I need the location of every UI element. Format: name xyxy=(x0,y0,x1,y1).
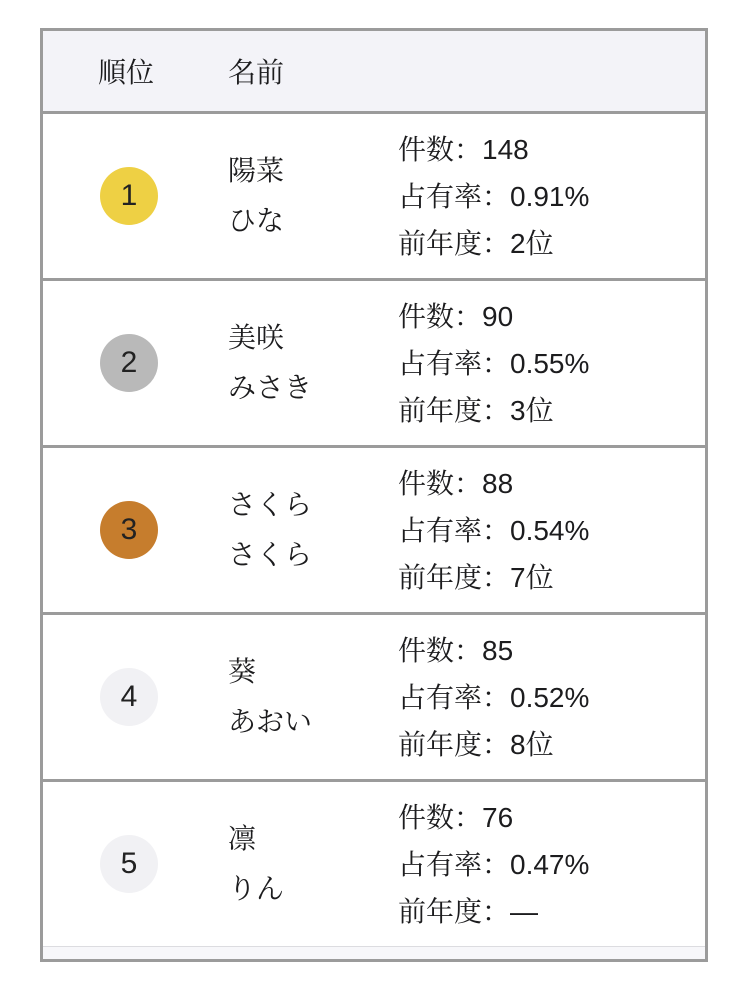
stat-count: 件数：148 xyxy=(398,133,529,165)
name-kanji: さくら xyxy=(228,489,313,520)
rank-badge-gold xyxy=(100,167,158,225)
rank-number: 1 xyxy=(120,179,138,212)
name-cell xyxy=(193,814,398,914)
stat-prev-year: 前年度：7位 xyxy=(398,561,554,593)
header-name: 名前 xyxy=(228,57,285,88)
stat-count: 件数：88 xyxy=(398,467,514,499)
rank-badge xyxy=(100,835,158,893)
name-kana: あおい xyxy=(228,706,313,737)
rank-number: 2 xyxy=(120,346,138,379)
rank-number: 5 xyxy=(120,847,138,880)
stat-share: 占有率：0.55% xyxy=(398,347,590,379)
name-cell xyxy=(193,480,398,580)
partial-next-section-edge xyxy=(43,946,705,959)
rank-cell xyxy=(43,501,193,559)
stat-share: 占有率：0.52% xyxy=(398,681,590,713)
table-row[interactable] xyxy=(43,445,705,612)
name-kanji: 凛 xyxy=(228,823,257,854)
rank-cell xyxy=(43,334,193,392)
stat-share: 占有率：0.91% xyxy=(398,180,590,212)
table-row[interactable] xyxy=(43,779,705,946)
name-kana: みさき xyxy=(228,372,313,403)
stats-cell xyxy=(398,794,705,935)
name-kana: さくら xyxy=(228,539,313,570)
rank-number: 4 xyxy=(120,680,138,713)
rank-badge-silver xyxy=(100,334,158,392)
stat-share: 占有率：0.47% xyxy=(398,848,590,880)
name-kana: ひな xyxy=(228,205,285,236)
rank-badge-bronze xyxy=(100,501,158,559)
stats-cell xyxy=(398,460,705,601)
name-cell xyxy=(193,146,398,246)
name-kana: りん xyxy=(228,873,285,904)
table-row[interactable] xyxy=(43,278,705,445)
header-rank: 順位 xyxy=(98,57,155,88)
rank-number: 3 xyxy=(120,513,138,546)
stat-count: 件数：76 xyxy=(398,801,514,833)
stat-share: 占有率：0.54% xyxy=(398,514,590,546)
stats-cell xyxy=(398,627,705,768)
stats-cell xyxy=(398,293,705,434)
table-header-row xyxy=(43,31,705,111)
rank-cell xyxy=(43,668,193,726)
stat-prev-year: 前年度：3位 xyxy=(398,394,554,426)
stats-cell xyxy=(398,126,705,267)
table-row[interactable] xyxy=(43,612,705,779)
table-row[interactable] xyxy=(43,111,705,278)
stat-count: 件数：85 xyxy=(398,634,514,666)
stat-prev-year: 前年度：2位 xyxy=(398,227,554,259)
rank-cell xyxy=(43,835,193,893)
name-kanji: 葵 xyxy=(228,656,257,687)
name-kanji: 陽菜 xyxy=(228,155,285,186)
name-ranking-table xyxy=(40,28,708,962)
stat-count: 件数：90 xyxy=(398,300,514,332)
name-cell xyxy=(193,647,398,747)
stat-prev-year: 前年度：― xyxy=(398,895,539,927)
rank-cell xyxy=(43,167,193,225)
stat-prev-year: 前年度：8位 xyxy=(398,728,554,760)
name-cell xyxy=(193,313,398,413)
rank-badge xyxy=(100,668,158,726)
name-kanji: 美咲 xyxy=(228,322,285,353)
